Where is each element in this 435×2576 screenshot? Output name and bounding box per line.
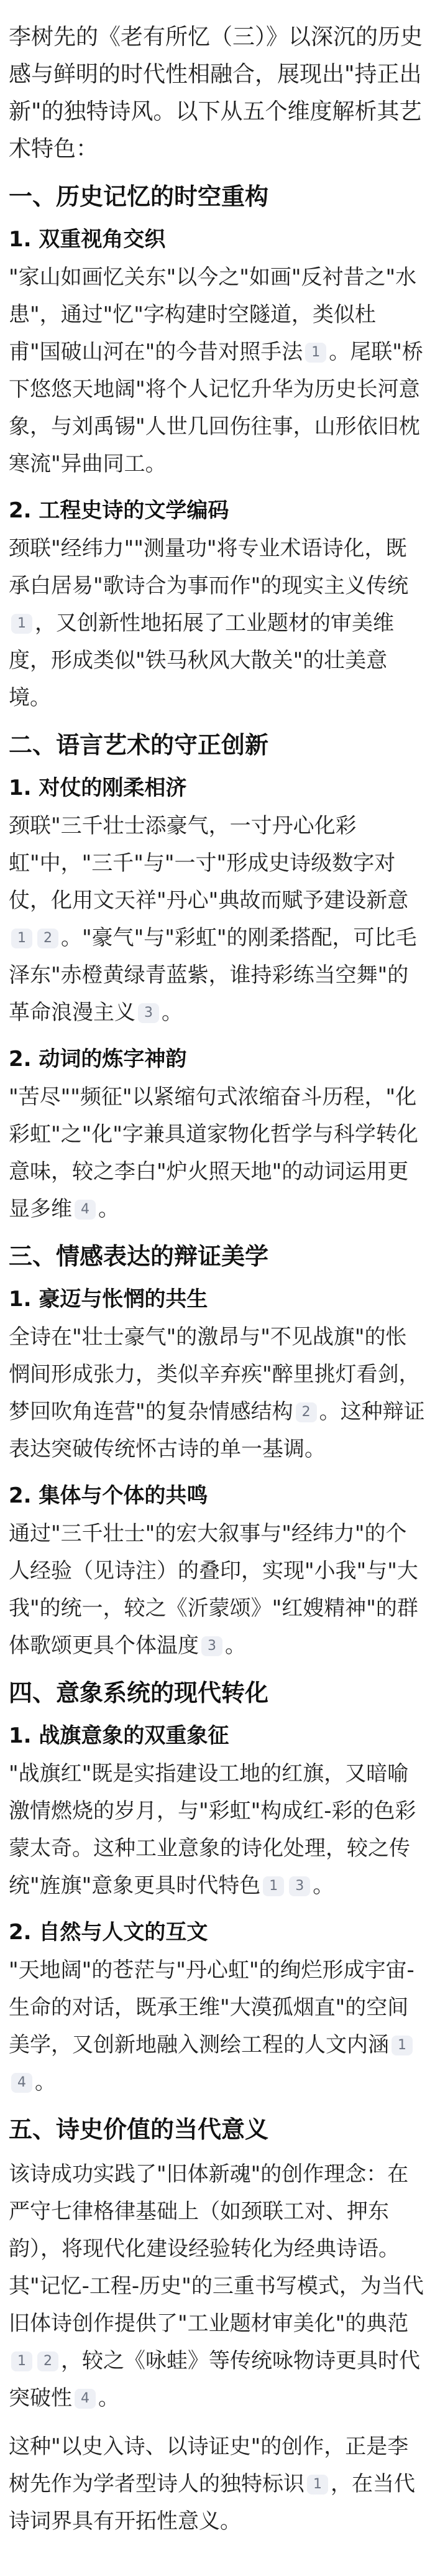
paragraph-text: 颈联"经纬力""测量功"将专业术语诗化，既承白居易"歌诗合为事而作"的现实主义传统 bbox=[9, 536, 409, 598]
body-paragraph bbox=[9, 259, 426, 483]
paragraph-text: 。尾联"桥下悠悠天地阔"将个人记忆升华为历史长河意象，与刘禹锡"人世几回伤往事，山形依旧枕寒流"异曲同工。 bbox=[9, 340, 423, 476]
citation-badge[interactable]: 1 bbox=[307, 2475, 328, 2495]
body-paragraph bbox=[9, 1755, 426, 1904]
section-heading: 二、语言艺术的守正创新 bbox=[9, 731, 269, 759]
section-heading: 四、意象系统的现代转化 bbox=[9, 1679, 269, 1707]
subsection-heading: 1. 战旗意象的双重象征 bbox=[9, 1723, 229, 1748]
citation-badge[interactable]: 3 bbox=[289, 1876, 310, 1896]
body-paragraph bbox=[9, 1515, 426, 1664]
body-paragraph bbox=[9, 2156, 426, 2417]
paragraph-text: 。 bbox=[98, 1197, 119, 1221]
paragraph-text: 。 bbox=[313, 1873, 334, 1898]
subsection-heading: 1. 双重视角交织 bbox=[9, 227, 166, 252]
section-heading: 五、诗史价值的当代意义 bbox=[9, 2116, 269, 2143]
paragraph-text: 颈联"三千壮士添豪气，一寸丹心化彩虹"中，"三千"与"一寸"形成史诗级数字对仗，化用文天祥"丹心"典故而赋予建设新意 bbox=[9, 813, 409, 913]
paragraph-text: 。"豪气"与"彩虹"的刚柔搭配，可比毛泽东"赤橙黄绿青蓝紫，谁持彩练当空舞"的革命浪漫主义 bbox=[9, 925, 417, 1025]
subsection-heading: 2. 工程史诗的文学编码 bbox=[9, 498, 229, 523]
paragraph-text: ，又创新性地拓展了工业题材的审美维度，形成类似"铁马秋风大散关"的壮美意境。 bbox=[9, 611, 394, 710]
body-paragraph bbox=[9, 1318, 426, 1468]
article-sections bbox=[9, 179, 426, 2540]
body-paragraph bbox=[9, 530, 426, 716]
paragraph-text: 。 bbox=[225, 1633, 246, 1658]
paragraph-text: 通过"三千壮士"的宏大叙事与"经纬力"的个人经验（见诗注）的叠印，实现"小我"与"大我"的统一，较之《沂蒙颂》"红嫂精神"的群体歌颂更具个体温度 bbox=[9, 1521, 418, 1658]
citation-badge[interactable]: 4 bbox=[11, 2073, 32, 2093]
citation-badge[interactable]: 1 bbox=[263, 1876, 284, 1896]
paragraph-text: 。 bbox=[98, 2386, 119, 2411]
section-heading: 一、历史记忆的时空重构 bbox=[9, 183, 269, 210]
citation-badge[interactable]: 3 bbox=[138, 1003, 159, 1023]
citation-badge[interactable]: 2 bbox=[37, 929, 58, 948]
paragraph-text: 全诗在"壮士豪气"的激昂与"不见战旗"的怅惘间形成张力，类似辛弃疾"醉里挑灯看剑，梦回吹角连营"的复杂情感结构 bbox=[9, 1325, 420, 1424]
citation-badge[interactable]: 1 bbox=[305, 343, 326, 363]
citation-badge[interactable]: 3 bbox=[201, 1636, 222, 1656]
paragraph-text: ，在当代诗词界具有开拓性意义。 bbox=[9, 2472, 415, 2534]
paragraph-text: ，较之《咏蛙》等传统咏物诗更具时代突破性 bbox=[9, 2348, 420, 2411]
subsection-heading: 1. 豪迈与怅惘的共生 bbox=[9, 1287, 208, 1312]
section-heading: 三、情感表达的辩证美学 bbox=[9, 1243, 269, 1270]
citation-badge[interactable]: 2 bbox=[37, 2351, 58, 2371]
subsection-heading: 2. 自然与人文的互文 bbox=[9, 1920, 208, 1945]
body-paragraph bbox=[9, 807, 426, 1031]
citation-badge[interactable]: 4 bbox=[75, 2389, 96, 2409]
intro-paragraph: 李树先的《老有所忆（三）》以深沉的历史感与鲜明的时代性相融合，展现出"持正出新"的独特诗风。以下从五个维度解析其艺术特色： bbox=[9, 24, 423, 162]
subsection-heading: 1. 对仗的刚柔相济 bbox=[9, 776, 187, 800]
body-paragraph bbox=[9, 2428, 426, 2540]
paragraph-text: 这种"以史入诗、以诗证史"的创作，正是李树先作为学者型诗人的独特标识 bbox=[9, 2434, 409, 2496]
subsection-heading: 2. 集体与个体的共鸣 bbox=[9, 1483, 208, 1508]
paragraph-text: "战旗红"既是实指建设工地的红旗，又暗喻激情燃烧的岁月，与"彩虹"构成红-彩的色彩蒙太奇。这种工业意象的诗化处理，较之传统"旌旗"意象更具时代特色 bbox=[9, 1761, 416, 1898]
subsection-heading: 2. 动词的炼字神韵 bbox=[9, 1047, 187, 1072]
body-paragraph bbox=[9, 1952, 426, 2101]
citation-badge[interactable]: 1 bbox=[11, 929, 32, 948]
citation-badge[interactable]: 1 bbox=[11, 614, 32, 634]
paragraph-text: 。 bbox=[35, 2070, 56, 2095]
paragraph-text: 。这种辩证表达突破传统怀古诗的单一基调。 bbox=[9, 1399, 425, 1462]
paragraph-text: 该诗成功实践了"旧体新魂"的创作理念：在严守七律格律基础上（如颈联工对、押东韵），将现代化建设经验转化为经典诗语。其"记忆-工程-历史"的三重书写模式，为当代旧体诗创作提供了"工业题材审美化"的典范 bbox=[9, 2162, 424, 2336]
citation-badge[interactable]: 2 bbox=[296, 1402, 317, 1422]
citation-badge[interactable]: 4 bbox=[75, 1200, 96, 1220]
body-paragraph bbox=[9, 1078, 426, 1228]
paragraph-text: "天地阔"的苍茫与"丹心虹"的绚烂形成宇宙-生命的对话，既承王维"大漠孤烟直"的空间美学，又创新地融入测绘工程的人文内涵 bbox=[9, 1958, 414, 2057]
paragraph-text: "苦尽""频征"以紧缩句式浓缩奋斗历程，"化彩虹"之"化"字兼具道家物化哲学与科学转化意味，较之李白"炉火照天地"的动词运用更显多维 bbox=[9, 1085, 418, 1221]
citation-badge[interactable]: 1 bbox=[392, 2036, 413, 2055]
citation-badge[interactable]: 1 bbox=[11, 2351, 32, 2371]
paragraph-text: "家山如画忆关东"以今之"如画"反衬昔之"水患"，通过"忆"字构建时空隧道，类似杜甫"国破山河在"的今昔对照手法 bbox=[9, 265, 417, 364]
paragraph-text: 。 bbox=[162, 1000, 183, 1025]
